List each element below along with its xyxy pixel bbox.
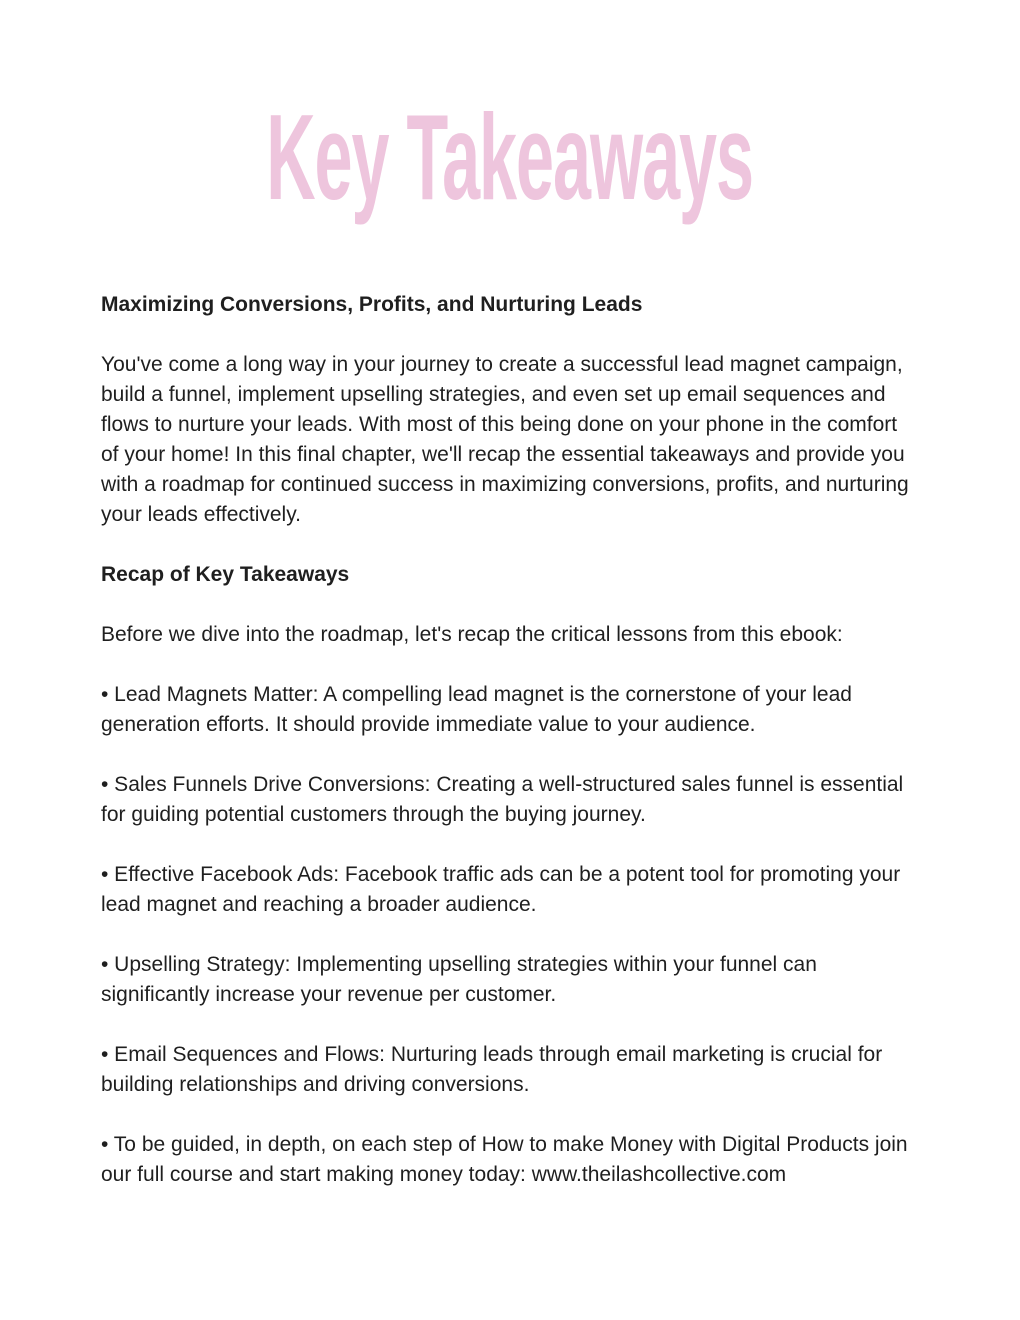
bullet-lead-magnets: • Lead Magnets Matter: A compelling lead magnet is the cornerstone of your lead generation efforts. It should provide immediate value to your audience. bbox=[101, 683, 852, 736]
paragraph-intro: You've come a long way in your journey to create a successful lead magnet campaign, build a funnel, implement upselling strategies, and even set up email sequences and flows to nurture your leads. With most of this being done on your phone in the comfort of your home! In this final chapter, we'll recap the essential takeaways and provide you with a roadmap for continued success in maximizing conversions, profits, and nurturing your leads effectively. bbox=[101, 353, 909, 526]
heading-recap-of-key-takeaways: Recap of Key Takeaways bbox=[101, 563, 350, 586]
page-title bbox=[0, 89, 1020, 225]
bullet-facebook-ads: • Effective Facebook Ads: Facebook traffic ads can be a potent tool for promoting your lead magnet and reaching a broader audience. bbox=[101, 863, 901, 916]
heading-maximizing-conversions: Maximizing Conversions, Profits, and Nurturing Leads bbox=[101, 293, 643, 316]
bullet-sales-funnels: • Sales Funnels Drive Conversions: Creating a well-structured sales funnel is essential for guiding potential customers through the buying journey. bbox=[101, 773, 904, 826]
bullet-course-cta: • To be guided, in depth, on each step of How to make Money with Digital Products join our full course and start making money today: www.theilashcollective.com bbox=[101, 1133, 908, 1186]
page-content bbox=[101, 290, 919, 1190]
bullet-upselling-strategy: • Upselling Strategy: Implementing upselling strategies within your funnel can significantly increase your revenue per customer. bbox=[101, 953, 817, 1006]
bullet-email-sequences: • Email Sequences and Flows: Nurturing leads through email marketing is crucial for building relationships and driving conversions. bbox=[101, 1043, 883, 1096]
paragraph-recap-intro: Before we dive into the roadmap, let's recap the critical lessons from this ebook: bbox=[101, 623, 843, 646]
page-title-text: Key Takeaways bbox=[266, 89, 754, 225]
